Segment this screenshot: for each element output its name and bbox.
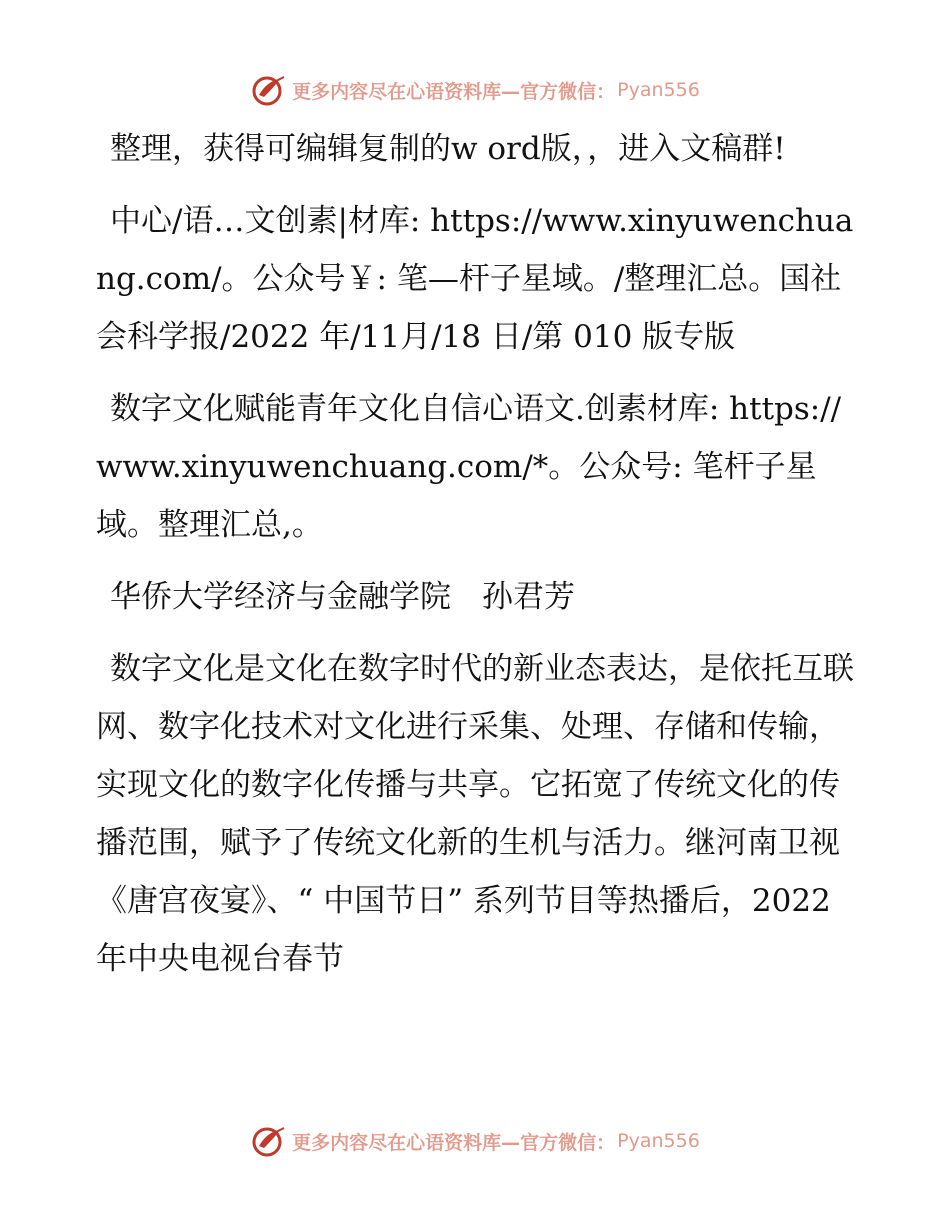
header-banner (0, 70, 950, 110)
banner-handle: Pyan556 (617, 79, 700, 101)
paragraph-2: 中心/语…文创素|材库: https://www.xinyuwenchuang.com/。公众号￥: 笔—杆子星域。/整理汇总。国社会科学报/2022 年/11月/18 日/第 010 版专版 (96, 203, 854, 355)
document-body (96, 120, 856, 1002)
footer-banner (0, 1121, 950, 1161)
banner-handle: Pyan556 (617, 1130, 700, 1152)
banner-text: 更多内容尽在心语资料库—官方微信： (292, 1131, 616, 1154)
paragraph-5: 数字文化是文化在数字时代的新业态表达，是依托互联网、数字化技术对文化进行采集、处理、存储和传输，实现文化的数字化传播与共享。它拓宽了传统文化的传播范围，赋予了传统文化新的生机与活力。继河南卫视《唐宫夜宴》、“ 中国节日” 系列节目等热播后，2022 年中央电视台春节 (96, 651, 854, 977)
logo-icon (250, 1124, 288, 1158)
banner-text: 更多内容尽在心语资料库—官方微信： (292, 80, 616, 103)
paragraph-3: 数字文化赋能青年文化自信心语文.创素材库: https://www.xinyuwenchuang.com/*。公众号: 笔杆子星域。整理汇总,。 (96, 391, 842, 543)
logo-icon (250, 73, 288, 107)
paragraph-1: 整理，获得可编辑复制的w ord版，，进入文稿群! (110, 131, 786, 167)
author-line: 华侨大学经济与金融学院 孙君芳 (110, 579, 575, 615)
